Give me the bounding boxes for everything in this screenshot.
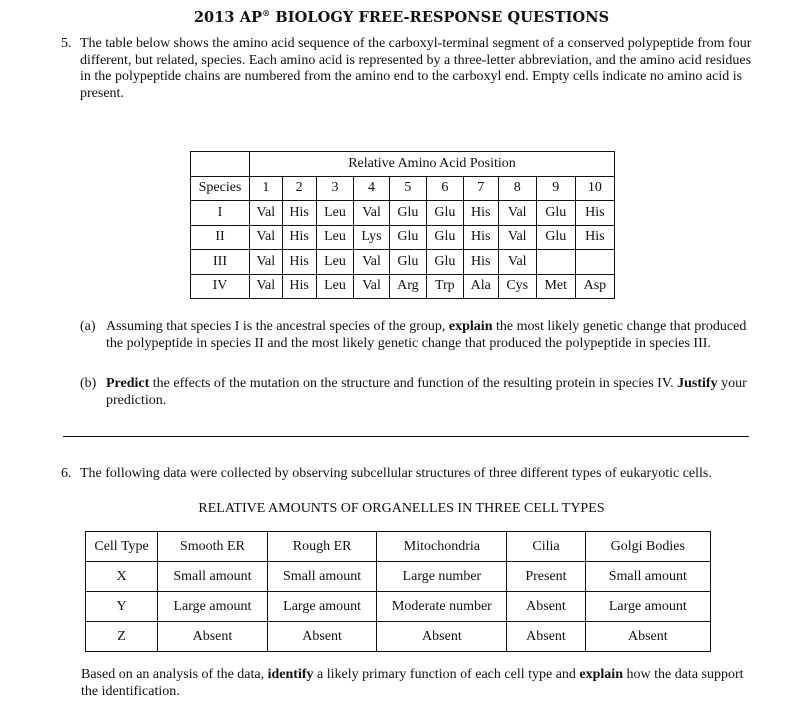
table-header-row [191, 176, 615, 201]
amino-acid-cell: His [575, 225, 614, 250]
amino-acid-cell: His [282, 250, 316, 275]
part-text [106, 319, 750, 352]
table-row [86, 592, 711, 622]
text-span: Based on an analysis of the data, [81, 667, 268, 682]
amino-acid-cell: Glu [427, 225, 464, 250]
position-header: 3 [316, 176, 354, 201]
position-header: 10 [575, 176, 614, 201]
species-cell: I [191, 201, 250, 226]
cell-type-cell: Z [86, 622, 158, 652]
position-header: 1 [250, 176, 283, 201]
column-header: Rough ER [267, 532, 377, 562]
position-header: 8 [498, 176, 536, 201]
question-6 [61, 466, 781, 483]
group-header: Relative Amino Acid Position [250, 152, 615, 177]
organelle-amount-cell: Small amount [267, 562, 377, 592]
cell-type-cell: Y [86, 592, 158, 622]
amino-acid-cell: Glu [389, 225, 426, 250]
amino-acid-cell [536, 250, 575, 275]
amino-acid-cell: His [282, 225, 316, 250]
organelle-amount-cell: Absent [377, 622, 507, 652]
amino-acid-cell: Lys [354, 225, 389, 250]
table-row [191, 250, 615, 275]
amino-acid-cell: Val [250, 250, 283, 275]
amino-acid-cell: Val [498, 225, 536, 250]
organelle-table [85, 531, 711, 652]
amino-acid-cell: Val [498, 201, 536, 226]
amino-acid-cell: His [463, 225, 498, 250]
table-row [86, 562, 711, 592]
organelle-amount-cell: Large number [377, 562, 507, 592]
species-cell: II [191, 225, 250, 250]
cell-type-cell: X [86, 562, 158, 592]
amino-acid-cell: Glu [389, 201, 426, 226]
organelle-amount-cell: Large amount [585, 592, 710, 622]
question-text: The table below shows the amino acid sequence of the carboxyl-terminal segment of a conserved polypeptide from four different, but related, species. Each amino acid is represented by a three-letter abbreviation, and the amino acid residues in the polypeptide chains are numbered from the amino end to the carboxyl end. Empty cells indicate no amino acid is present. [80, 36, 752, 101]
position-header: 9 [536, 176, 575, 201]
task-verb: Predict [106, 376, 150, 391]
amino-acid-cell: Glu [427, 250, 464, 275]
species-header: Species [191, 176, 250, 201]
organelle-amount-cell: Absent [267, 622, 377, 652]
species-cell: IV [191, 274, 250, 299]
position-header: 7 [463, 176, 498, 201]
amino-acid-cell: Glu [427, 201, 464, 226]
species-cell: III [191, 250, 250, 275]
amino-acid-cell: Arg [389, 274, 426, 299]
amino-acid-cell: Asp [575, 274, 614, 299]
amino-acid-cell: His [282, 201, 316, 226]
amino-acid-cell: Cys [498, 274, 536, 299]
question-number: 6. [61, 466, 72, 481]
question-number: 5. [61, 36, 72, 51]
title-prefix: 2013 AP [193, 9, 263, 26]
amino-acid-cell: Val [250, 225, 283, 250]
table-caption: RELATIVE AMOUNTS OF ORGANELLES IN THREE CELL TYPES [198, 501, 605, 516]
organelle-amount-cell: Absent [585, 622, 710, 652]
column-header: Golgi Bodies [585, 532, 710, 562]
amino-acid-cell: Leu [316, 250, 354, 275]
amino-acid-cell: Val [354, 274, 389, 299]
column-header: Smooth ER [158, 532, 268, 562]
part-label: (b) [80, 376, 97, 391]
question-text: The following data were collected by observing subcellular structures of three different types of eukaryotic cells. [80, 466, 712, 481]
part-a [80, 319, 750, 352]
column-header: Cilia [507, 532, 585, 562]
amino-acid-cell: Glu [536, 201, 575, 226]
amino-acid-cell: Glu [389, 250, 426, 275]
amino-acid-cell: Leu [316, 274, 354, 299]
amino-acid-cell [575, 250, 614, 275]
amino-acid-cell: Ala [463, 274, 498, 299]
organelle-amount-cell: Large amount [267, 592, 377, 622]
text-span: Assuming that species I is the ancestral species of the group, [106, 319, 449, 334]
amino-acid-cell: Trp [427, 274, 464, 299]
part-text [106, 376, 750, 409]
text-span: the effects of the mutation on the structure and function of the resulting protein in species IV. [149, 376, 678, 391]
amino-acid-table [190, 151, 615, 299]
column-header: Cell Type [86, 532, 158, 562]
position-header: 5 [389, 176, 426, 201]
table-row [86, 622, 711, 652]
amino-acid-cell: Met [536, 274, 575, 299]
organelle-amount-cell: Small amount [158, 562, 268, 592]
table-row [191, 201, 615, 226]
amino-acid-cell: Val [354, 201, 389, 226]
task-verb: Justify [677, 376, 718, 391]
position-header: 6 [427, 176, 464, 201]
organelle-amount-cell: Absent [507, 622, 585, 652]
page-title [0, 9, 803, 26]
amino-acid-cell: Leu [316, 225, 354, 250]
question-6-prompt [81, 667, 761, 700]
part-label: (a) [80, 319, 96, 334]
text-span: your prediction. [106, 376, 747, 408]
table-corner-cell [191, 152, 250, 177]
amino-acid-cell: His [282, 274, 316, 299]
organelle-amount-cell: Absent [158, 622, 268, 652]
amino-acid-cell: Val [498, 250, 536, 275]
question-5 [61, 36, 761, 102]
amino-acid-cell: Val [354, 250, 389, 275]
task-verb: explain [448, 319, 493, 334]
position-header: 2 [282, 176, 316, 201]
amino-acid-cell: His [463, 201, 498, 226]
section-divider [63, 436, 749, 437]
text-span: the most likely genetic change that produced the polypeptide in species II and the most likely genetic change that produced the polypeptide in species III. [106, 319, 747, 351]
organelle-amount-cell: Absent [507, 592, 585, 622]
amino-acid-cell: His [575, 201, 614, 226]
title-suffix: BIOLOGY FREE-RESPONSE QUESTIONS [270, 9, 610, 26]
organelle-amount-cell: Small amount [585, 562, 710, 592]
text-span: a likely primary function of each cell type and [313, 667, 580, 682]
amino-acid-cell: Glu [536, 225, 575, 250]
part-b [80, 376, 750, 409]
registered-mark: ® [262, 8, 271, 18]
task-verb: explain [579, 667, 623, 682]
table-row [191, 274, 615, 299]
text-span: how the data support the identification. [81, 667, 744, 699]
table-group-header-row [191, 152, 615, 177]
task-verb: identify [267, 667, 314, 682]
organelle-amount-cell: Large amount [158, 592, 268, 622]
amino-acid-cell: Leu [316, 201, 354, 226]
position-header: 4 [354, 176, 389, 201]
organelle-amount-cell: Moderate number [377, 592, 507, 622]
amino-acid-cell: Val [250, 201, 283, 226]
amino-acid-cell: Val [250, 274, 283, 299]
column-header: Mitochondria [377, 532, 507, 562]
table-row [191, 225, 615, 250]
organelle-amount-cell: Present [507, 562, 585, 592]
amino-acid-cell: His [463, 250, 498, 275]
table-header-row [86, 532, 711, 562]
